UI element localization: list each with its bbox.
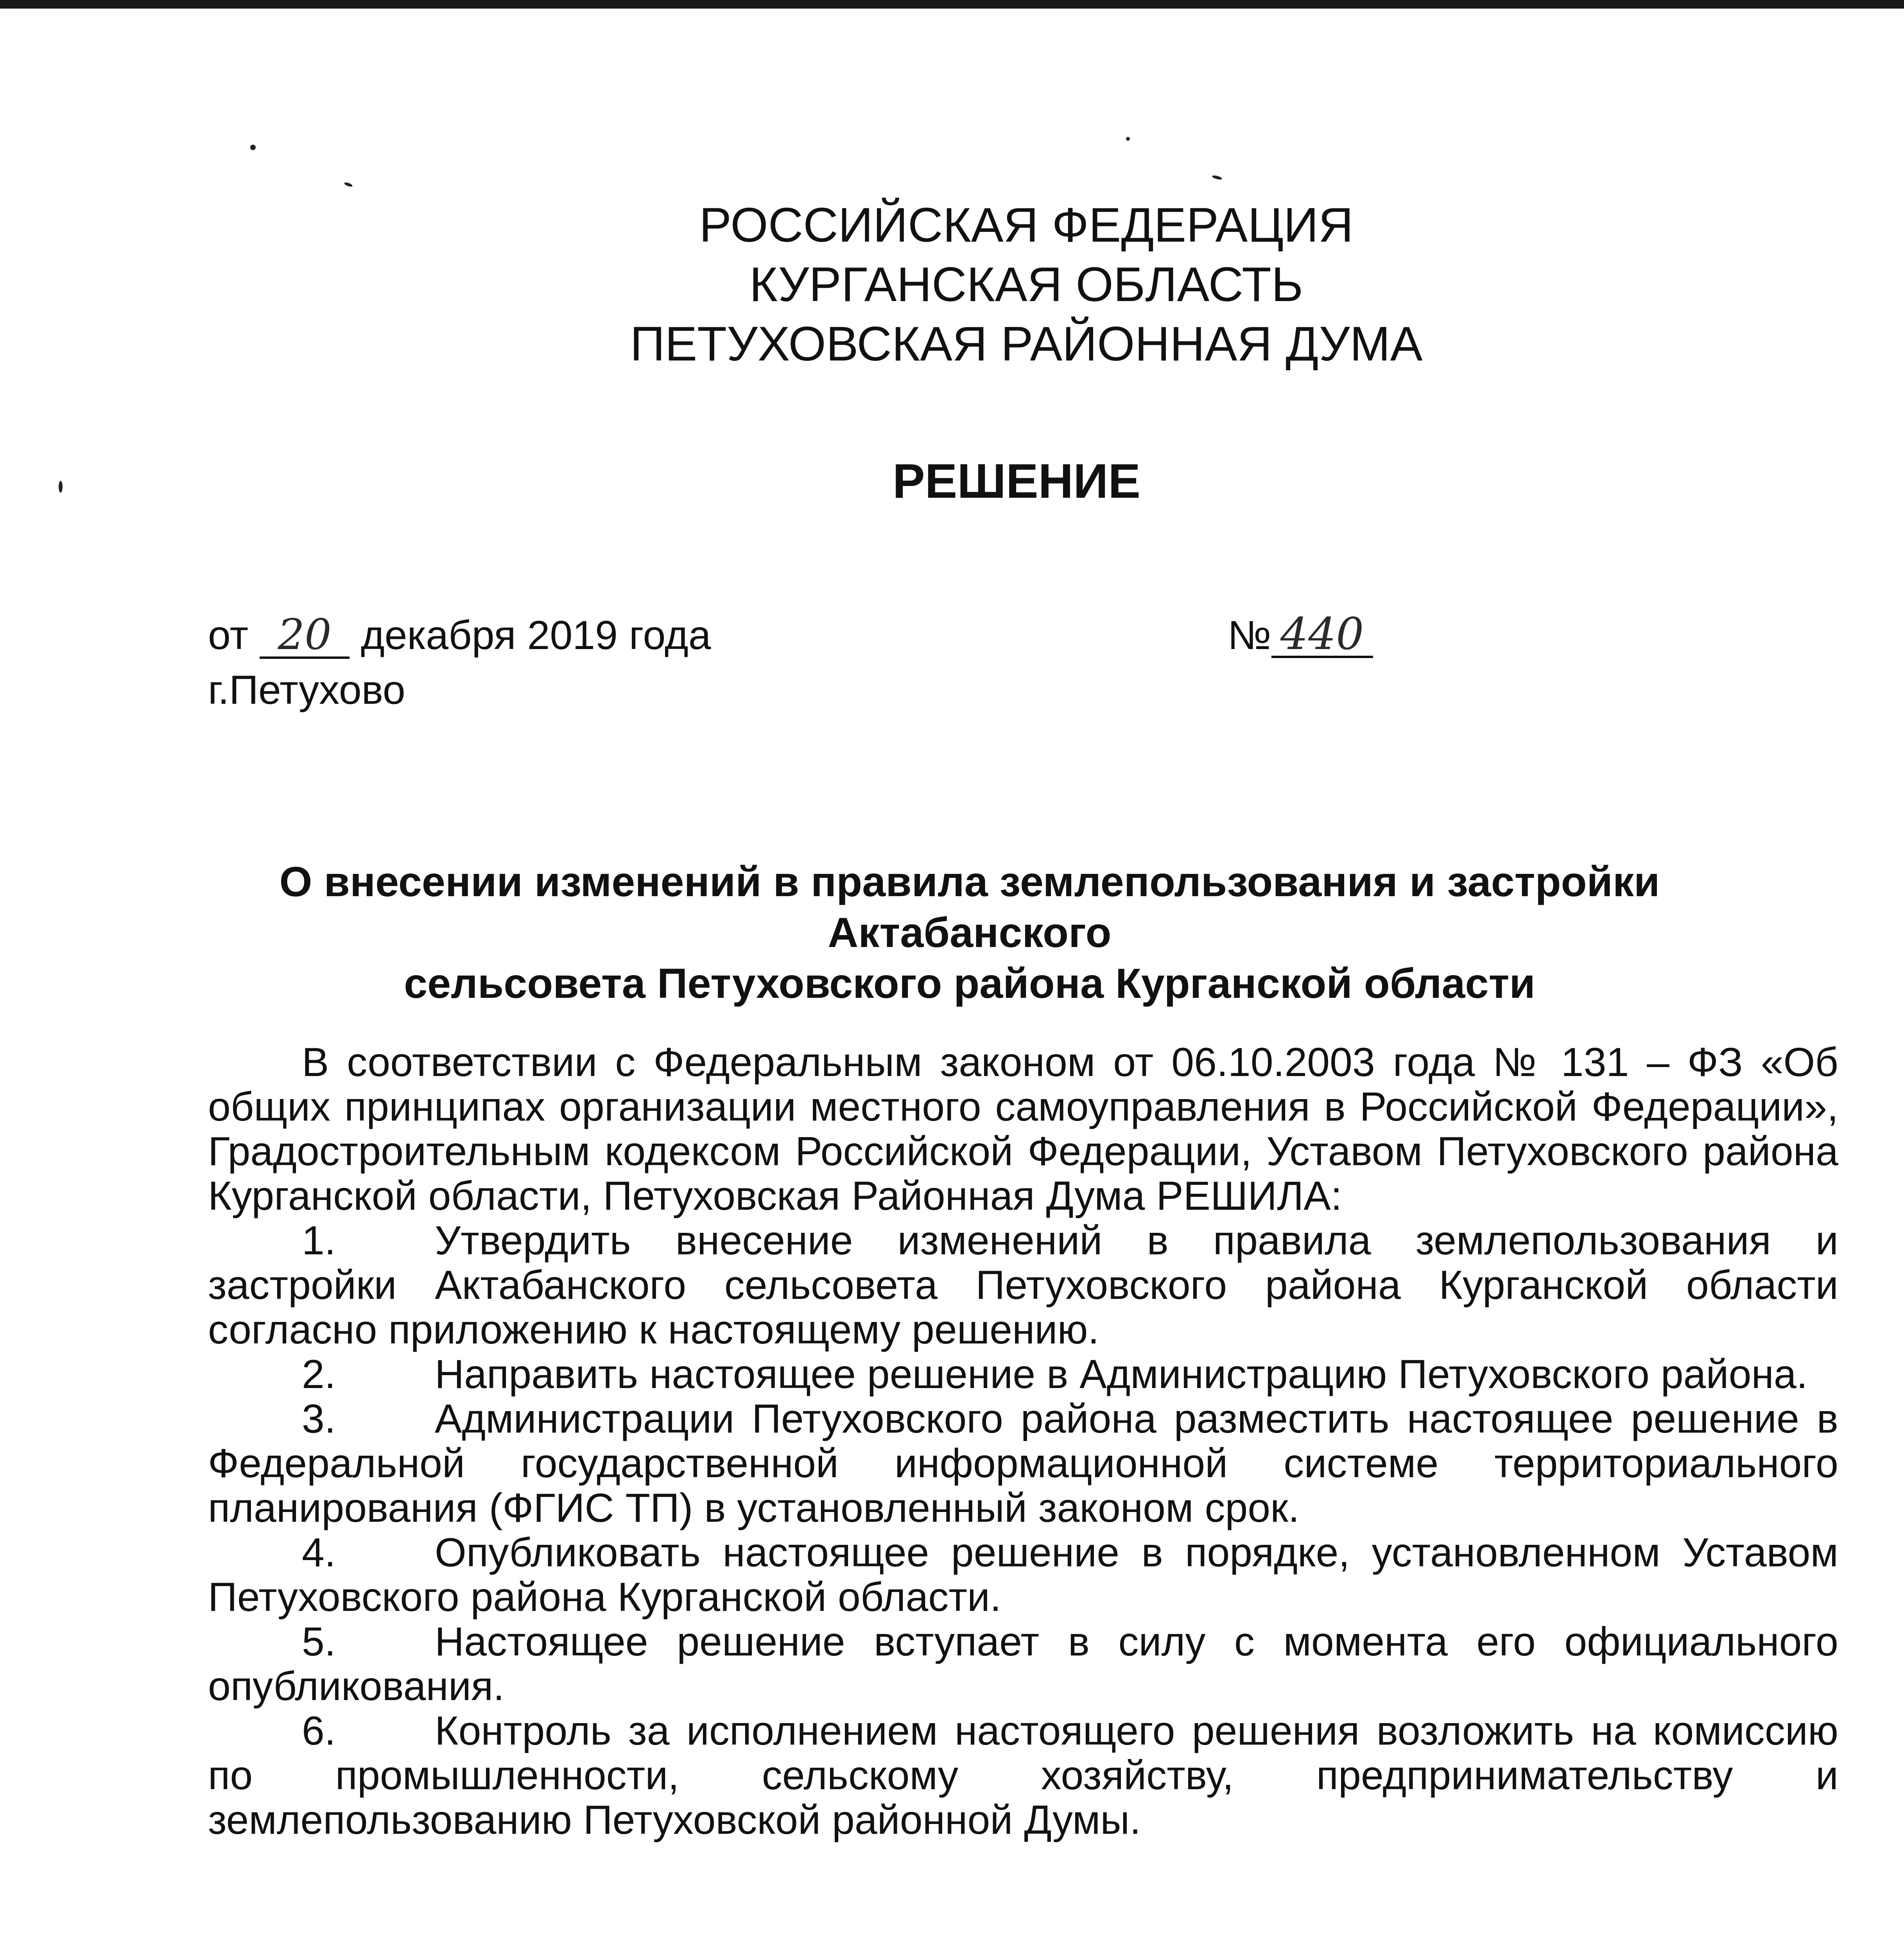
document-header	[586, 196, 1466, 374]
document-type: РЕШЕНИЕ	[892, 454, 1141, 508]
item-text: Администрации Петуховского района разместить настоящее решение в Федеральной государственной информационной системе территориального планирования (ФГИС ТП) в установленный законом срок.	[208, 1396, 1838, 1531]
decision-item	[208, 1397, 1838, 1530]
decision-item	[208, 1218, 1838, 1352]
city: г.Петухово	[208, 667, 405, 713]
item-number: 3.	[302, 1396, 336, 1442]
date-day-handwritten: 20	[260, 613, 350, 659]
scan-speck	[344, 181, 353, 187]
scan-top-border	[0, 0, 1904, 9]
decision-title	[235, 856, 1705, 1009]
title-line: сельсовета Петуховского района Курганской области	[404, 960, 1535, 1007]
scan-speck	[250, 145, 256, 150]
number-prefix: №	[1228, 613, 1271, 658]
date-month-year: декабря 2019 года	[361, 613, 711, 658]
item-text: Направить настоящее решение в Администрацию Петуховского района.	[435, 1352, 1808, 1397]
item-number: 5.	[302, 1619, 336, 1664]
header-region: КУРГАНСКАЯ ОБЛАСТЬ	[749, 258, 1303, 312]
preamble: В соответствии с Федеральным законом от 06.10.2003 года № 131 – ФЗ «Об общих принципах организации местного самоуправления в Российской Федерации», Градостроительным кодексом Российской Федерации, Уставом Петуховского района Курганской области, Петуховская Районная Дума РЕШИЛА:	[208, 1040, 1838, 1219]
scan-speck	[1126, 137, 1130, 141]
item-number: 1.	[302, 1218, 336, 1263]
item-number: 4.	[302, 1530, 336, 1575]
item-text: Утвердить внесение изменений в правила землепользования и застройки Актабанского сельсовета Петуховского района Курганской области согласно приложению к настоящему решению.	[208, 1218, 1838, 1352]
item-text: Контроль за исполнением настоящего решения возложить на комиссию по промышленности, сельскому хозяйству, предпринимательству и землепользованию Петуховской районной Думы.	[208, 1708, 1838, 1843]
number-handwritten: 440	[1271, 613, 1373, 658]
item-number: 2.	[302, 1352, 336, 1397]
decision-number	[1228, 610, 1373, 661]
title-line: О внесении изменений в правила землепользования и застройки Актабанского	[279, 858, 1660, 956]
item-text: Настоящее решение вступает в силу с момента его официального опубликования.	[208, 1619, 1838, 1709]
item-number: 6.	[302, 1708, 336, 1754]
date-prefix: от	[208, 613, 249, 658]
header-authority: ПЕТУХОВСКАЯ РАЙОННАЯ ДУМА	[630, 317, 1423, 371]
decision-date	[208, 610, 711, 661]
item-text: Опубликовать настоящее решение в порядке, установленном Уставом Петуховского района Курганской области.	[208, 1530, 1838, 1620]
scan-speck	[59, 481, 63, 493]
decision-item	[208, 1352, 1838, 1397]
decision-item	[208, 1530, 1838, 1620]
decision-item	[208, 1709, 1838, 1842]
scan-speck	[1212, 175, 1222, 180]
decision-body	[208, 1040, 1838, 1842]
header-country: РОССИЙСКАЯ ФЕДЕРАЦИЯ	[699, 198, 1354, 252]
decision-item	[208, 1620, 1838, 1709]
